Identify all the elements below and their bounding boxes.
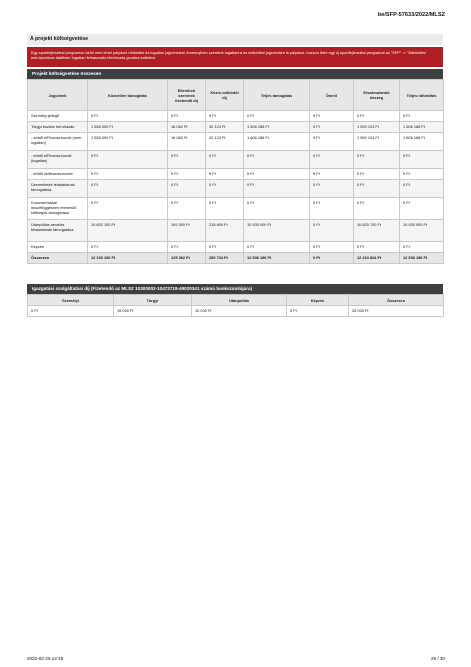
total-cell: 12 410 824 Ft	[354, 253, 400, 264]
summary-title-bar: Projekt költségvetése összesen	[27, 69, 443, 79]
table-cell: 218 600 Ft	[206, 220, 244, 242]
table-cell: 0 Ft	[244, 198, 310, 220]
table-cell: 0 Ft	[310, 180, 354, 198]
fee-value-training: 0 Ft	[287, 306, 349, 317]
table-row	[28, 111, 444, 122]
table-row	[28, 151, 444, 169]
table-cell: 1 606 186 Ft	[244, 122, 310, 133]
table-cell: 10 930 000 Ft	[244, 220, 310, 242]
table-row	[28, 180, 444, 198]
table-row	[28, 242, 444, 253]
row-label: Koronavírussal összefüggésben felmerülő költségek támogatása	[28, 198, 88, 220]
total-cell: 12 160 100 Ft	[88, 253, 168, 264]
fee-header-total: Összesen	[349, 295, 444, 306]
fee-value-personal: 0 Ft	[28, 306, 114, 317]
table-cell: 109 300 Ft	[168, 220, 206, 242]
table-cell: 0 Ft	[206, 242, 244, 253]
fee-header-youth: Utánpótlás	[192, 295, 287, 306]
footer-timestamp: 2022-02-25 12:45	[27, 656, 64, 661]
table-cell: 0 Ft	[310, 122, 354, 133]
table-cell: 0 Ft	[244, 151, 310, 169]
header-control-fee: Ellenőrző szervnek fizetendő díj	[168, 80, 206, 111]
table-cell: 1 558 000 Ft	[88, 122, 168, 133]
row-label: - ebből utófinanszírozott	[28, 169, 88, 180]
fee-value-total: 25 000 Ft	[349, 306, 444, 317]
table-cell: 16 062 Ft	[168, 122, 206, 133]
table-cell: 0 Ft	[88, 111, 168, 122]
table-cell: 0 Ft	[354, 151, 400, 169]
table-cell: 0 Ft	[168, 111, 206, 122]
table-cell: 0 Ft	[310, 242, 354, 253]
table-cell: 0 Ft	[310, 133, 354, 151]
table-cell: 0 Ft	[244, 180, 310, 198]
table-cell: 10 930 000 Ft	[400, 220, 444, 242]
header-jogcimek: Jogcímek	[28, 80, 88, 111]
fee-value-material: 15 000 Ft	[114, 306, 192, 317]
table-cell: 0 Ft	[354, 242, 400, 253]
total-cell: 12 536 186 Ft	[244, 253, 310, 264]
row-label: Utánpótlás-nevelés feladatainak támogatása	[28, 220, 88, 242]
table-cell: 0 Ft	[244, 111, 310, 122]
header-intermediary-fee: Közre-működői díj	[206, 80, 244, 111]
fee-header-personal: Személyi	[28, 295, 114, 306]
table-cell: 0 Ft	[310, 169, 354, 180]
table-cell: 32 124 Ft	[206, 133, 244, 151]
total-cell: 250 724 Ft	[206, 253, 244, 264]
table-row	[28, 169, 444, 180]
table-cell: 0 Ft	[400, 111, 444, 122]
table-cell: 0 Ft	[244, 169, 310, 180]
table-cell: 0 Ft	[400, 198, 444, 220]
header-total-expenditure: Teljes ráfordítás	[400, 80, 444, 111]
table-cell: 1 590 124 Ft	[354, 133, 400, 151]
table-cell: 0 Ft	[244, 242, 310, 253]
table-cell: 0 Ft	[310, 151, 354, 169]
document-id: be/SFP-57633/2022/MLSZ	[377, 12, 445, 18]
row-label: - ebből elFinanszírozott (ingatlan)	[28, 151, 88, 169]
table-cell: 0 Ft	[168, 180, 206, 198]
table-cell: 0 Ft	[88, 242, 168, 253]
fee-header-material: Tárgyi	[114, 295, 192, 306]
footer-page-number: 29 / 30	[430, 656, 445, 661]
table-cell: 0 Ft	[400, 242, 444, 253]
table-cell: 10 820 700 Ft	[354, 220, 400, 242]
notice-banner: Egy sportfejlesztési programon belül nem lehet pályázni működés és ingatlan jogcímekre! Amennyiben szeretne ingatlanra és működési jogcímekre is pályázni, hozzon létre egy új sportfejlesztési programot az "SFP" -> "Áttekintés" menüpontban található Ingatlan felhasználó létrehozás gombra kattintva	[27, 47, 443, 67]
total-row	[28, 253, 444, 264]
table-cell: 0 Ft	[354, 169, 400, 180]
table-cell: 0 Ft	[88, 180, 168, 198]
row-label: Képzés	[28, 242, 88, 253]
budget-summary-table	[27, 79, 444, 264]
table-row	[28, 198, 444, 220]
table-cell: 0 Ft	[168, 169, 206, 180]
table-cell: 1 558 000 Ft	[88, 133, 168, 151]
table-cell: 0 Ft	[400, 151, 444, 169]
header-own-contribution: Önerő	[310, 80, 354, 111]
table-cell: 0 Ft	[168, 242, 206, 253]
table-cell: 0 Ft	[354, 111, 400, 122]
table-cell: 0 Ft	[310, 111, 354, 122]
table-cell: 1 590 124 Ft	[354, 122, 400, 133]
table-cell: 0 Ft	[354, 198, 400, 220]
fee-header-training: Képzés	[287, 295, 349, 306]
table-cell: 10 602 100 Ft	[88, 220, 168, 242]
total-cell: 125 362 Ft	[168, 253, 206, 264]
table-row	[28, 133, 444, 151]
table-cell: 0 Ft	[310, 220, 354, 242]
section-title: A projekt költségvetése	[27, 34, 443, 45]
table-cell: 0 Ft	[206, 169, 244, 180]
row-label: Üzemeltetés feladatainak támogatása	[28, 180, 88, 198]
table-cell: 0 Ft	[400, 169, 444, 180]
table-cell: 0 Ft	[88, 151, 168, 169]
table-cell: 0 Ft	[400, 180, 444, 198]
table-cell: 0 Ft	[88, 169, 168, 180]
row-label: Személyi jellegű	[28, 111, 88, 122]
table-row	[28, 220, 444, 242]
table-cell: 0 Ft	[168, 151, 206, 169]
row-label: - ebből elFinanszírozott (nem ingatlan)	[28, 133, 88, 151]
table-cell: 0 Ft	[206, 180, 244, 198]
table-cell: 0 Ft	[168, 198, 206, 220]
table-cell: 1 606 186 Ft	[400, 122, 444, 133]
table-cell: 1 606 186 Ft	[244, 133, 310, 151]
fees-table	[27, 294, 444, 317]
table-cell: 1 606 186 Ft	[400, 133, 444, 151]
table-cell: 0 Ft	[206, 151, 244, 169]
header-total-support: Teljes támogatás	[244, 80, 310, 111]
table-cell: 0 Ft	[206, 198, 244, 220]
table-cell: 0 Ft	[310, 198, 354, 220]
header-settle-amount: Elszámolandó összeg	[354, 80, 400, 111]
table-cell: 0 Ft	[206, 111, 244, 122]
table-cell: 16 062 Ft	[168, 133, 206, 151]
fees-title-bar: Igazgatási szolgáltatási díj (Fizetendő az MLSZ 10300002-10473718-49020341 számú bankszámlájára)	[27, 284, 443, 294]
total-cell: 0 Ft	[310, 253, 354, 264]
table-cell: 32 124 Ft	[206, 122, 244, 133]
header-direct-support: Közvetlen támogatás	[88, 80, 168, 111]
fee-value-youth: 10 000 Ft	[192, 306, 287, 317]
table-row	[28, 122, 444, 133]
row-label: Tárgyi eszköz beruházás	[28, 122, 88, 133]
total-label: Összesen	[28, 253, 88, 264]
table-cell: 0 Ft	[354, 180, 400, 198]
total-cell: 12 536 186 Ft	[400, 253, 444, 264]
table-cell: 0 Ft	[88, 198, 168, 220]
